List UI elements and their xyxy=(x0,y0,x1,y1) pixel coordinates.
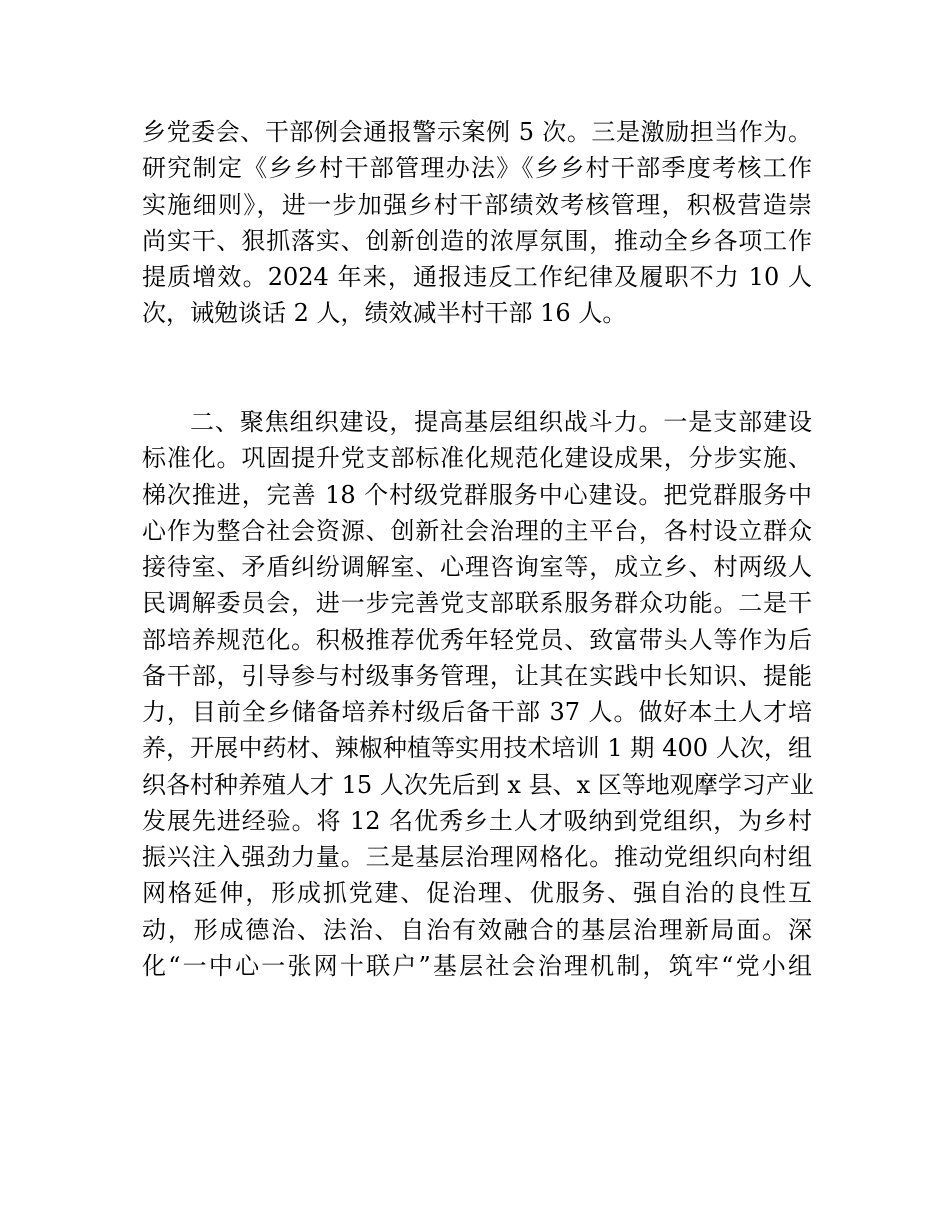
paragraph-2-line: 养，开展中药材、辣椒种植等实用技术培训 1 期 400 人次，组 xyxy=(142,734,812,763)
paragraph-2-line: 发展先进经验。将 12 名优秀乡土人才吸纳到党组织，为乡村 xyxy=(142,806,812,835)
paragraph-2-line: 标准化。巩固提升党支部标准化规范化建设成果，分步实施、 xyxy=(142,444,812,473)
paragraph-2-line: 力，目前全乡储备培养村级后备干部 37 人。做好本土人才培 xyxy=(142,698,812,726)
paragraph-2-line: 动，形成德治、法治、自治有效融合的基层治理新局面。深 xyxy=(142,915,812,944)
paragraph-2-line: 心作为整合社会资源、创新社会治理的主平台，各村设立群众 xyxy=(142,516,812,545)
paragraph-2-line: 织各村种养殖人才 15 人次先后到 x 县、x 区等地观摩学习产业 xyxy=(142,770,814,799)
paragraph-1-line: 研究制定《乡乡村干部管理办法》《乡乡村干部季度考核工作 xyxy=(142,154,812,183)
paragraph-2-line: 网格延伸，形成抓党建、促治理、优服务、强自治的良性互 xyxy=(142,879,812,908)
paragraph-1-line: 次，诫勉谈话 2 人，绩效减半村干部 16 人。 xyxy=(142,299,627,328)
paragraph-2-line: 振兴注入强劲力量。三是基层治理网格化。推动党组织向村组 xyxy=(142,843,812,871)
paragraph-2-line: 接待室、矛盾纠纷调解室、心理咨询室等，成立乡、村两级人 xyxy=(142,553,812,581)
paragraph-2-line: 民调解委员会，进一步完善党支部联系服务群众功能。二是干 xyxy=(142,589,812,618)
paragraph-1-line: 尚实干、狠抓落实、创新创造的浓厚氛围，推动全乡各项工作 xyxy=(142,226,812,255)
paragraph-1-line: 提质增效。2024 年来，通报违反工作纪律及履职不力 10 人 xyxy=(142,263,812,291)
paragraph-2-line: 梯次推进，完善 18 个村级党群服务中心建设。把党群服务中 xyxy=(142,480,812,509)
paragraph-2-line: 二、聚焦组织建设，提高基层组织战斗力。一是支部建设 xyxy=(190,408,812,436)
paragraph-1-line: 实施细则》，进一步加强乡村干部绩效考核管理，积极营造崇 xyxy=(142,190,812,219)
paragraph-1-line: 乡党委会、干部例会通报警示案例 5 次。三是激励担当作为。 xyxy=(142,118,812,146)
paragraph-2-line: 部培养规范化。积极推荐优秀年轻党员、致富带头人等作为后 xyxy=(142,625,812,654)
paragraph-2 xyxy=(142,404,812,984)
paragraph-2-line: 化“一中心一张网十联户”基层社会治理机制，筑牢“党小组 xyxy=(142,951,812,980)
paragraph-2-line: 备干部，引导参与村级事务管理，让其在实践中长知识、提能 xyxy=(142,661,812,690)
paragraph-1 xyxy=(142,114,812,332)
